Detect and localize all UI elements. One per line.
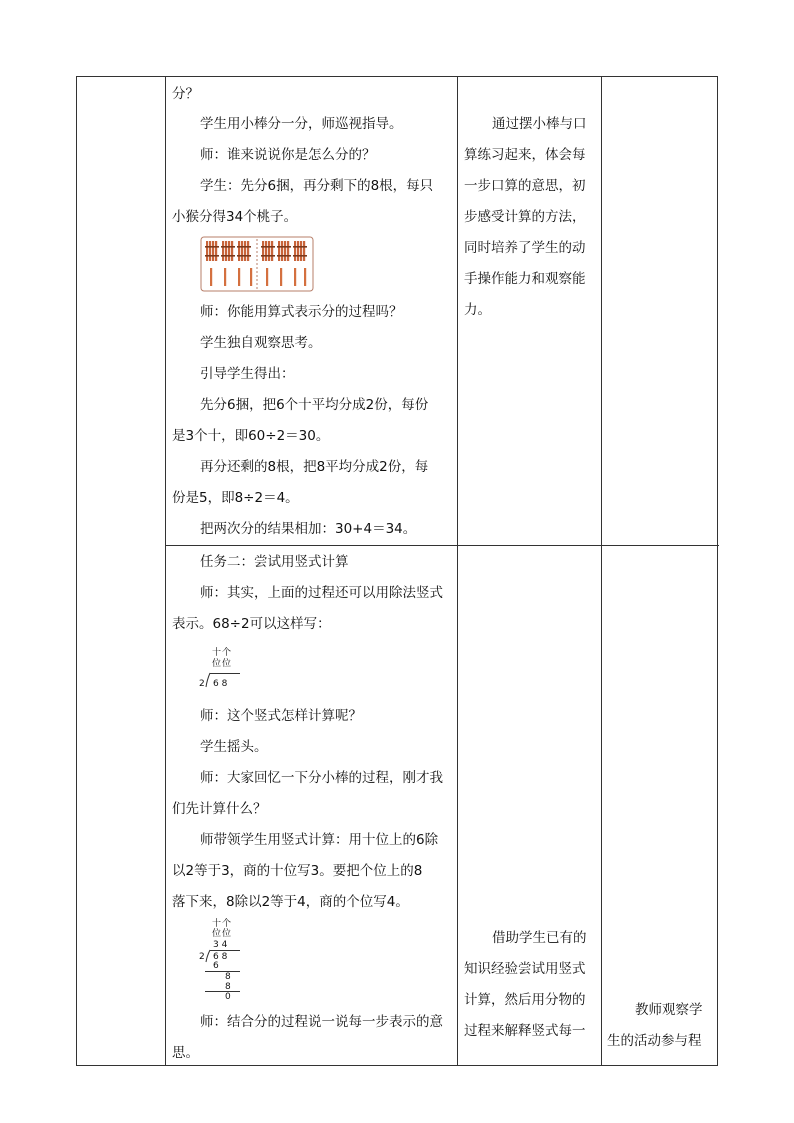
- stick: [228, 241, 230, 261]
- stick: [294, 241, 296, 261]
- single-stick: [224, 268, 226, 286]
- process-line: 师：结合分的过程说一说每一步表示的意: [200, 1014, 443, 1030]
- process-line: 是3个十，即60÷2＝30。: [172, 428, 330, 444]
- single-stick: [280, 268, 282, 286]
- stick-bundle: [205, 241, 219, 261]
- stick: [278, 241, 280, 261]
- process-line: 引导学生得出：: [200, 366, 295, 382]
- step-line: [205, 991, 240, 992]
- stick-bundle: [221, 241, 235, 261]
- intent-line: 通过摆小棒与口: [492, 116, 587, 132]
- stick: [300, 241, 302, 261]
- intent-line: 算练习起来，体会每: [464, 147, 586, 163]
- bundle-tie: [237, 255, 251, 257]
- dividend: 6 8: [213, 952, 228, 962]
- bundle-tie: [277, 255, 291, 257]
- stick: [244, 241, 246, 261]
- bundle-tie: [221, 246, 235, 248]
- process-line: 学生：先分6捆，再分剩下的8根，每只: [200, 178, 434, 194]
- col-divider-2: [457, 77, 458, 1065]
- stick: [212, 241, 214, 261]
- stick: [225, 241, 227, 261]
- process-line: 分？: [172, 86, 199, 102]
- stick: [209, 241, 211, 261]
- stick-bundle: [237, 241, 251, 261]
- place-header: 位位: [212, 659, 233, 669]
- stick: [241, 241, 243, 261]
- stick: [303, 241, 305, 261]
- stick-bundle: [261, 241, 275, 261]
- stick: [238, 241, 240, 261]
- stick: [215, 241, 217, 261]
- single-stick: [250, 268, 252, 286]
- process-line: 师带领学生用竖式计算：用十位上的6除: [200, 832, 439, 848]
- process-line: 师：其实，上面的过程还可以用除法竖式: [200, 585, 443, 601]
- bracket-curve: [205, 672, 213, 688]
- process-line: 把两次分的结果相加：30+4＝34。: [200, 521, 417, 537]
- stick: [265, 241, 267, 261]
- intent-line: 步感受计算的方法，: [464, 209, 586, 225]
- process-line: 们先计算什么？: [172, 801, 267, 817]
- stick: [262, 241, 264, 261]
- process-line: 小猴分得34个桃子。: [172, 209, 298, 225]
- process-line: 表示。68÷2可以这样写：: [172, 616, 331, 632]
- bundle-tie: [293, 246, 307, 248]
- process-line: 学生独自观察思考。: [200, 335, 322, 351]
- step-product: 6: [213, 961, 219, 971]
- evaluation-line: 生的活动参与程: [607, 1033, 702, 1049]
- task-heading: 任务二：尝试用竖式计算: [200, 554, 349, 570]
- process-line: 师：这个竖式怎样计算呢？: [200, 708, 362, 724]
- stick: [271, 241, 273, 261]
- intent-line: 计算，然后用分物的: [464, 992, 586, 1008]
- bundle-tie: [221, 255, 235, 257]
- evaluation-line: 教师观察学: [635, 1002, 703, 1018]
- intent-line: 知识经验尝试用竖式: [464, 961, 586, 977]
- intent-line: 力。: [464, 302, 491, 318]
- process-line: 思。: [172, 1045, 199, 1061]
- quotient: 3 4: [213, 940, 228, 950]
- stick: [231, 241, 233, 261]
- intent-line: 过程来解释竖式每一: [464, 1023, 586, 1039]
- process-line: 师：谁来说说你是怎么分的？: [200, 147, 376, 163]
- divisor: 2: [199, 679, 205, 689]
- stick: [297, 241, 299, 261]
- stick: [281, 241, 283, 261]
- bundle-tie: [261, 255, 275, 257]
- step-product: 8: [225, 972, 231, 982]
- intent-line: 借助学生已有的: [492, 930, 587, 946]
- col-divider-1: [165, 77, 166, 1065]
- intent-line: 同时培养了学生的动: [464, 240, 586, 256]
- stick: [247, 241, 249, 261]
- bracket-curve: [205, 949, 213, 963]
- bundle-tie: [261, 246, 275, 248]
- stick: [284, 241, 286, 261]
- place-header: 十个: [212, 919, 233, 929]
- bracket-line: [210, 950, 240, 951]
- single-stick: [294, 268, 296, 286]
- divisor: 2: [199, 952, 205, 962]
- process-line: 学生用小棒分一分，师巡视指导。: [200, 116, 403, 132]
- bundle-tie: [277, 246, 291, 248]
- stick-bundle: [277, 241, 291, 261]
- stick: [268, 241, 270, 261]
- bundle-tie: [237, 246, 251, 248]
- process-line: 落下来，8除以2等于4，商的个位写4。: [172, 894, 409, 910]
- process-line: 份是5，即8÷2＝4。: [172, 490, 299, 506]
- process-line: 师：你能用算式表示分的过程吗？: [200, 304, 403, 320]
- remainder: 0: [225, 992, 231, 1002]
- single-stick: [266, 268, 268, 286]
- single-stick: [304, 268, 306, 286]
- process-line: 再分还剩的8根，把8平均分成2份，每: [200, 459, 429, 475]
- row-divider: [165, 545, 719, 546]
- process-line: 师：大家回忆一下分小棒的过程，刚才我: [200, 770, 443, 786]
- bundle-tie: [205, 246, 219, 248]
- process-line: 先分6捆，把6个十平均分成2份，每份: [200, 397, 429, 413]
- col-divider-3: [601, 77, 602, 1065]
- stick: [222, 241, 224, 261]
- step-product: 8: [225, 982, 231, 992]
- stick-bundle: [293, 241, 307, 261]
- process-line: 学生摇头。: [200, 739, 268, 755]
- sticks-illustration: [200, 236, 314, 292]
- stick: [287, 241, 289, 261]
- bundle-tie: [205, 255, 219, 257]
- single-stick: [210, 268, 212, 286]
- intent-line: 一步口算的意思，初: [464, 178, 586, 194]
- place-header: 十个: [212, 648, 233, 658]
- process-line: 以2等于3，商的十位写3。要把个位上的8: [172, 863, 423, 879]
- place-header: 位位: [212, 929, 233, 939]
- bundle-tie: [293, 255, 307, 257]
- single-stick: [238, 268, 240, 286]
- dividend: 6 8: [213, 679, 228, 689]
- step-line: [205, 971, 240, 972]
- bracket-line: [210, 673, 240, 674]
- stick: [206, 241, 208, 261]
- intent-line: 手操作能力和观察能: [464, 271, 586, 287]
